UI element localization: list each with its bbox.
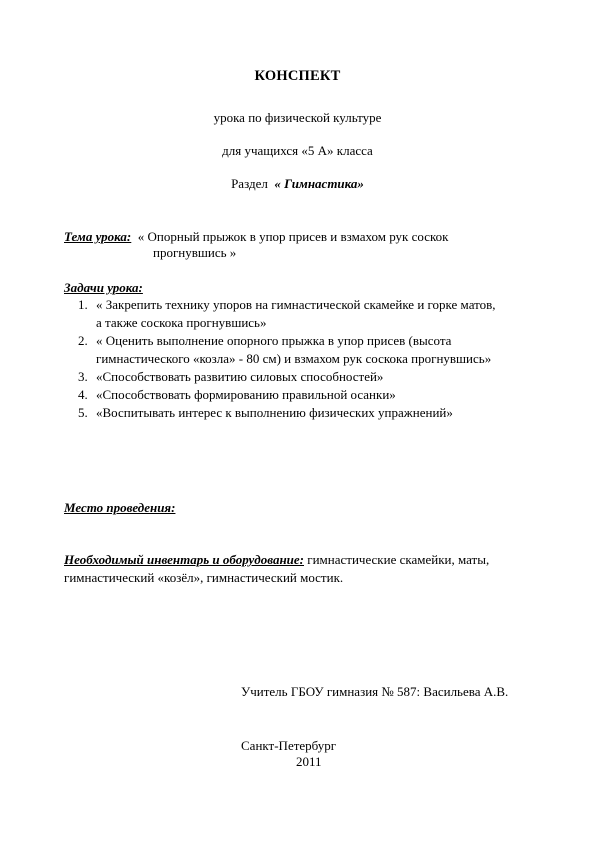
list-item bbox=[78, 386, 496, 404]
list-item bbox=[78, 404, 496, 422]
list-item bbox=[78, 296, 496, 332]
tasks-label: Задачи урока: bbox=[64, 280, 143, 295]
list-item-text: «Способствовать формированию правильной осанки» bbox=[96, 387, 396, 402]
topic-value-1: « Опорный прыжок в упор присев и взмахом рук соскок bbox=[137, 229, 449, 244]
year: 2011 bbox=[296, 754, 322, 769]
list-item-text: «Способствовать развитию силовых способностей» bbox=[96, 369, 384, 384]
list-item-number: 1. bbox=[78, 297, 88, 312]
teacher-signature-line: Учитель ГБОУ гимназия № 587: Васильева А.В. bbox=[241, 684, 509, 699]
city: Санкт-Петербург bbox=[241, 738, 337, 753]
section-label: Раздел bbox=[231, 176, 268, 191]
topic-value-2: прогнувшись » bbox=[153, 245, 237, 260]
list-item-text-cont: гимнастического «козла» - 80 см) и взмахом рук соскока прогнувшись» bbox=[96, 351, 492, 366]
subtitle-class: для учащихся «5 А» класса bbox=[222, 143, 373, 158]
list-item-number: 2. bbox=[78, 333, 88, 348]
list-item-text-cont: а также соскока прогнувшись» bbox=[96, 315, 267, 330]
list-item-text: « Оценить выполнение опорного прыжка в упор присев (высота bbox=[96, 333, 452, 348]
equipment-value-2: гимнастический «козёл», гимнастический мостик. bbox=[64, 570, 344, 585]
equipment-line-1 bbox=[64, 552, 489, 568]
document-title: КОНСПЕКТ bbox=[254, 68, 341, 84]
tasks-list bbox=[78, 296, 496, 422]
list-item-number: 5. bbox=[78, 405, 88, 420]
section-line bbox=[0, 176, 595, 192]
equipment-value-1: гимнастические скамейки, маты, bbox=[304, 552, 490, 567]
topic-line-1 bbox=[64, 229, 448, 245]
equipment-label: Необходимый инвентарь и оборудование: bbox=[64, 552, 304, 567]
list-item-text: « Закрепить технику упоров на гимнастической скамейке и горке матов, bbox=[96, 297, 496, 312]
list-item-number: 3. bbox=[78, 369, 88, 384]
list-item-number: 4. bbox=[78, 387, 88, 402]
list-item bbox=[78, 368, 496, 386]
section-value: « Гимнастика» bbox=[274, 176, 364, 191]
list-item bbox=[78, 332, 496, 368]
venue-label: Место проведения: bbox=[64, 500, 176, 515]
topic-label: Тема урока: bbox=[64, 229, 132, 244]
subtitle-lesson: урока по физической культуре bbox=[213, 110, 382, 125]
list-item-text: «Воспитывать интерес к выполнению физических упражнений» bbox=[96, 405, 453, 420]
